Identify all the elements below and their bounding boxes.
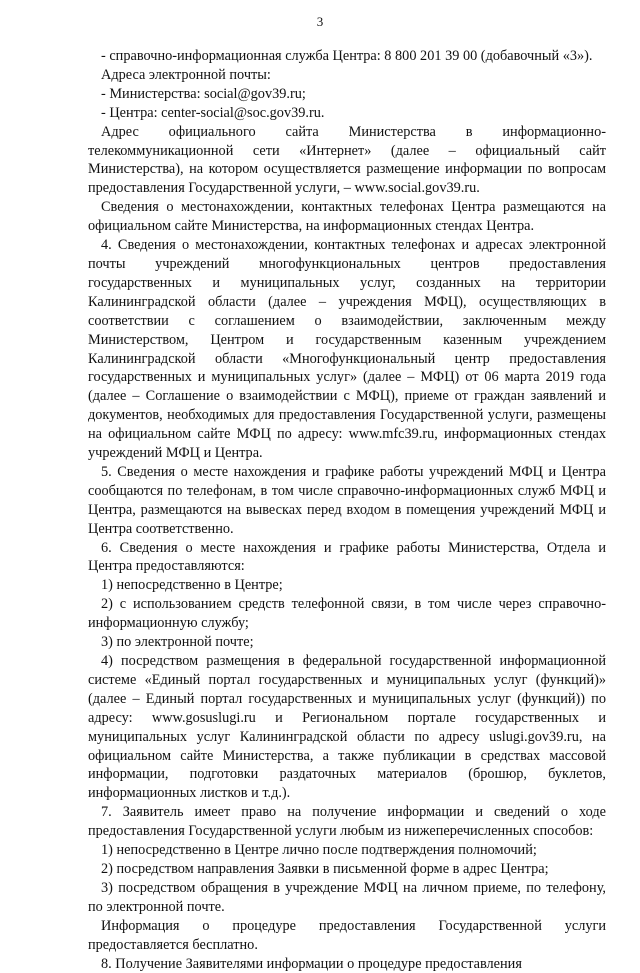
list-item-7-1: 1) непосредственно в Центре лично после подтверждения полномочий; (88, 841, 606, 860)
document-body (88, 47, 606, 973)
paragraph-item-4: 4. Сведения о местонахождении, контактных телефонах и адресах электронной почты учреждений многофункциональных центров предоставления государственных и муниципальных услуг, созданных на территории Калининградской области (далее – учреждения МФЦ), осуществляющих в соответствии с соглашением о взаимодействии, заключенным между Министерством, Центром и государственным казенным учреждением Калининградской области «Многофункциональный центр предоставления государственных и муниципальных услуг» (далее – МФЦ) от 06 марта 2019 года (далее – Соглашение о взаимодействии с МФЦ), приеме от граждан заявлений и документов, необходимых для предоставления Государственной услуги, размещены на официальном сайте МФЦ по адресу: www.mfc39.ru, информационных стендах учреждений МФЦ и Центра. (88, 236, 606, 463)
list-item-7-2: 2) посредством направления Заявки в письменной форме в адрес Центра; (88, 860, 606, 879)
list-item-6-3: 3) по электронной почте; (88, 633, 606, 652)
paragraph-item-8: 8. Получение Заявителями информации о процедуре предоставления (88, 955, 606, 973)
list-item-6-1: 1) непосредственно в Центре; (88, 576, 606, 595)
list-item-6-4: 4) посредством размещения в федеральной государственной информационной системе «Единый портал государственных и муниципальных услуг (функций)» (далее – Единый портал государственных и муниципальных услуг (функций)) по адресу: www.gosuslugi.ru и Региональном портале государственных и муниципальных услуг Калининградской области по адресу uslugi.gov39.ru, на официальном сайте Министерства, а также публикации в средствах массовой информации, подготовки раздаточных материалов (брошюр, буклетов, информационных листков и т.д.). (88, 652, 606, 803)
paragraph-item-5: 5. Сведения о месте нахождения и графике работы учреждений МФЦ и Центра сообщаются по телефонам, в том числе справочно-информационных служб МФЦ и Центра, размещаются на вывесках перед входом в помещения учреждений МФЦ и Центра соответственно. (88, 463, 606, 539)
list-item-7-3: 3) посредством обращения в учреждение МФЦ на личном приеме, по телефону, по электронной почте. (88, 879, 606, 917)
paragraph-ministry-email: - Министерства: social@gov39.ru; (88, 85, 606, 104)
paragraph-email-heading: Адреса электронной почты: (88, 66, 606, 85)
paragraph-free-of-charge: Информация о процедуре предоставления Государственной услуги предоставляется бесплатно. (88, 917, 606, 955)
paragraph-item-6: 6. Сведения о месте нахождения и графике работы Министерства, Отдела и Центра предоставляются: (88, 539, 606, 577)
page-number: 3 (0, 14, 640, 29)
paragraph-phone-line: - справочно-информационная служба Центра: 8 800 201 39 00 (добавочный «3»). (88, 47, 606, 66)
paragraph-item-7: 7. Заявитель имеет право на получение информации и сведений о ходе предоставления Государственной услуги любым из нижеперечисленных способов: (88, 803, 606, 841)
paragraph-center-location-info: Сведения о местонахождении, контактных телефонах Центра размещаются на официальном сайте Министерства, на информационных стендах Центра. (88, 198, 606, 236)
paragraph-official-site: Адрес официального сайта Министерства в информационно-телекоммуникационной сети «Интернет» (далее – официальный сайт Министерства), на котором осуществляется размещение информации по вопросам предоставления Государственной услуги, – www.social.gov39.ru. (88, 123, 606, 199)
list-item-6-2: 2) с использованием средств телефонной связи, в том числе через справочно-информационную службу; (88, 595, 606, 633)
paragraph-center-email: - Центра: center-social@soc.gov39.ru. (88, 104, 606, 123)
